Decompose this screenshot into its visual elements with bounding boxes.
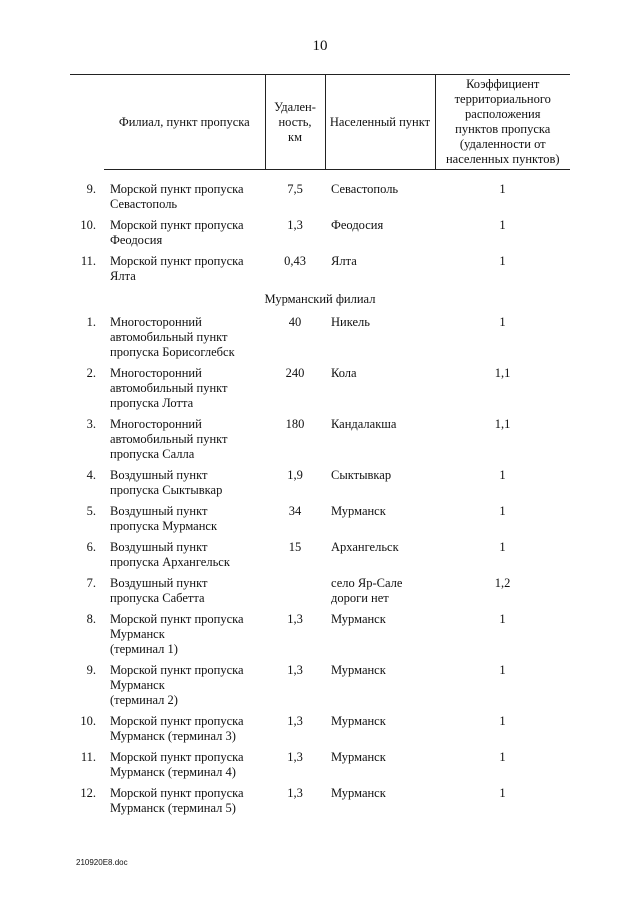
- checkpoint-name: Многосторонний автомобильный пункт пропуска Лотта: [110, 366, 228, 410]
- table-row: [70, 500, 570, 536]
- settlement-name: Феодосия: [331, 218, 384, 232]
- header-coefficient: Коэффициент территориального расположения пунктов пропуска (удаленности от населенных пунктов): [435, 75, 570, 170]
- settlement-name: Кола: [331, 366, 357, 380]
- location-coefficient: 1: [499, 750, 506, 764]
- table-row: [70, 178, 570, 214]
- table-body: [70, 170, 570, 819]
- table-row: [70, 608, 570, 659]
- table-row: [70, 572, 570, 608]
- row-number: 10.: [80, 218, 96, 232]
- checkpoint-name: Морской пункт пропуска Мурманск (терминал 4): [110, 750, 244, 779]
- distance-km: 1,3: [287, 612, 303, 626]
- settlement-name: Никель: [331, 315, 370, 329]
- header-town: Населенный пункт: [325, 75, 435, 170]
- checkpoint-name: Морской пункт пропуска Ялта: [110, 254, 244, 283]
- table-row: [70, 464, 570, 500]
- distance-km: 7,5: [287, 182, 303, 196]
- header-branch: Филиал, пункт пропуска: [104, 75, 265, 170]
- row-number: 11.: [80, 750, 96, 764]
- distance-km: 40: [288, 315, 302, 329]
- row-number: 6.: [86, 540, 96, 554]
- distance-km: 15: [288, 540, 302, 554]
- checkpoint-name: Морской пункт пропуска Севастополь: [110, 182, 244, 211]
- row-number: 9.: [86, 182, 96, 196]
- settlement-name: Мурманск: [331, 612, 386, 626]
- settlement-name: Мурманск: [331, 663, 386, 677]
- page-number: 10: [312, 38, 328, 54]
- table-row: [70, 782, 570, 818]
- table-header-row: [70, 75, 570, 170]
- settlement-name: Севастополь: [331, 182, 399, 196]
- location-coefficient: 1,1: [494, 417, 511, 431]
- row-number: 4.: [86, 468, 96, 482]
- distance-km: 0,43: [284, 254, 306, 268]
- distance-km: 1,3: [287, 750, 303, 764]
- location-coefficient: 1: [499, 254, 506, 268]
- row-number: 2.: [86, 366, 96, 380]
- distance-km: 1,3: [287, 218, 303, 232]
- document-filename: 210920E8.doc: [76, 858, 128, 867]
- row-number: 10.: [80, 714, 96, 728]
- settlement-name: село Яр-Сале дороги нет: [331, 576, 403, 605]
- checkpoint-name: Воздушный пункт пропуска Сыктывкар: [110, 468, 223, 497]
- row-number: 9.: [86, 663, 96, 677]
- distance-km: 34: [288, 504, 302, 518]
- checkpoint-table: [70, 74, 570, 818]
- row-number: 7.: [86, 576, 96, 590]
- settlement-name: Мурманск: [331, 786, 386, 800]
- settlement-name: Мурманск: [331, 504, 386, 518]
- header-distance: Удален- ность, км: [265, 75, 325, 170]
- table-row: [70, 746, 570, 782]
- distance-km: 1,3: [287, 786, 303, 800]
- checkpoint-name: Воздушный пункт пропуска Сабетта: [110, 576, 208, 605]
- checkpoint-name: Морской пункт пропуска Мурманск (терминал 1): [110, 612, 244, 656]
- row-number: 8.: [86, 612, 96, 626]
- location-coefficient: 1: [499, 786, 506, 800]
- table-row: [70, 659, 570, 710]
- checkpoint-name: Морской пункт пропуска Мурманск (терминал 3): [110, 714, 244, 743]
- row-number: 11.: [80, 254, 96, 268]
- table-row: [70, 214, 570, 250]
- distance-km: 1,3: [287, 714, 303, 728]
- location-coefficient: 1: [499, 182, 506, 196]
- location-coefficient: 1,1: [494, 366, 511, 380]
- table-row: [70, 362, 570, 413]
- settlement-name: Архангельск: [331, 540, 399, 554]
- settlement-name: Сыктывкар: [331, 468, 392, 482]
- row-number: 5.: [86, 504, 96, 518]
- table-row: [70, 250, 570, 286]
- header-number: [70, 75, 104, 170]
- location-coefficient: 1: [499, 504, 506, 518]
- checkpoint-name: Многосторонний автомобильный пункт пропуска Борисоглебск: [110, 315, 235, 359]
- location-coefficient: 1,2: [494, 576, 511, 590]
- checkpoint-name: Воздушный пункт пропуска Мурманск: [110, 504, 218, 533]
- checkpoint-name: Воздушный пункт пропуска Архангельск: [110, 540, 230, 569]
- row-number: 12.: [80, 786, 96, 800]
- section-title: Мурманский филиал: [264, 292, 376, 306]
- distance-km: 1,3: [287, 663, 303, 677]
- location-coefficient: 1: [499, 663, 506, 677]
- settlement-name: Мурманск: [331, 750, 386, 764]
- checkpoint-name: Многосторонний автомобильный пункт пропуска Салла: [110, 417, 228, 461]
- row-number: 3.: [86, 417, 96, 431]
- checkpoint-name: Морской пункт пропуска Мурманск (терминал 2): [110, 663, 244, 707]
- settlement-name: Ялта: [331, 254, 357, 268]
- table-row: [70, 536, 570, 572]
- row-number: 1.: [86, 315, 96, 329]
- settlement-name: Кандалакша: [331, 417, 397, 431]
- table-row: [70, 413, 570, 464]
- distance-km: 1,9: [287, 468, 303, 482]
- location-coefficient: 1: [499, 315, 506, 329]
- section-row: [70, 286, 570, 311]
- location-coefficient: 1: [499, 540, 506, 554]
- checkpoint-name: Морской пункт пропуска Мурманск (терминал 5): [110, 786, 244, 815]
- table-row: [70, 710, 570, 746]
- location-coefficient: 1: [499, 468, 506, 482]
- distance-km: 180: [285, 417, 305, 431]
- distance-km: [265, 572, 325, 608]
- settlement-name: Мурманск: [331, 714, 386, 728]
- checkpoint-table-container: [70, 74, 570, 818]
- location-coefficient: 1: [499, 612, 506, 626]
- distance-km: 240: [285, 366, 305, 380]
- location-coefficient: 1: [499, 218, 506, 232]
- location-coefficient: 1: [499, 714, 506, 728]
- checkpoint-name: Морской пункт пропуска Феодосия: [110, 218, 244, 247]
- table-row: [70, 311, 570, 362]
